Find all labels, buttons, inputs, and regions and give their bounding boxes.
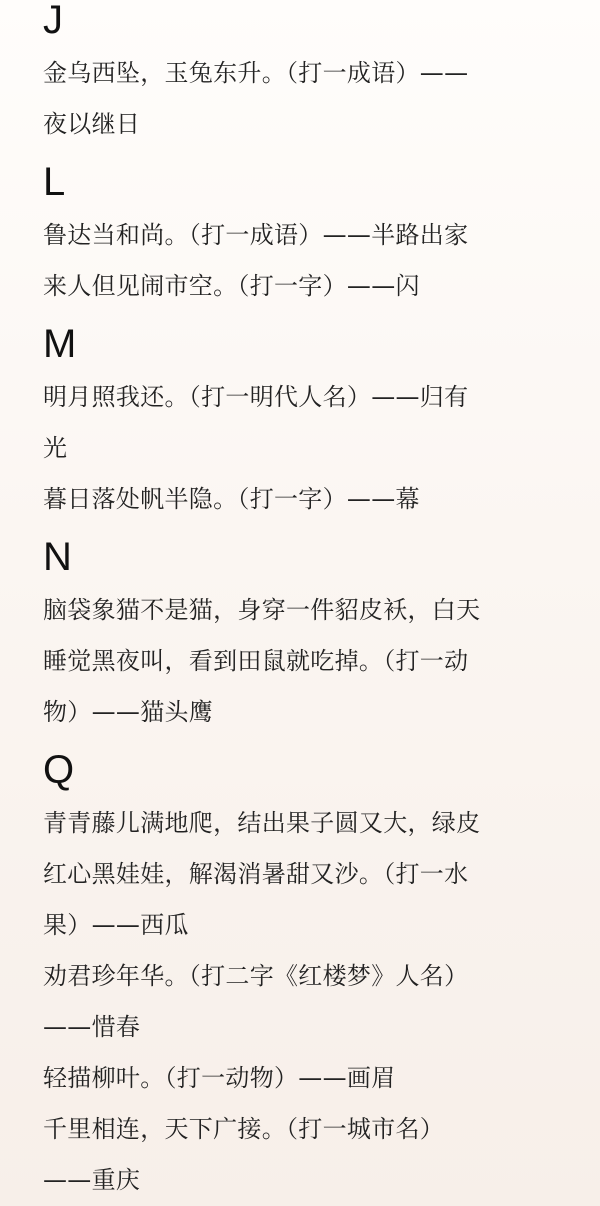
riddle-line: 脑袋象猫不是猫，身穿一件貂皮袄，白天 xyxy=(43,596,481,624)
section-letter: L xyxy=(43,160,66,204)
riddle-line: 轻描柳叶。（打一动物）——画眉 xyxy=(43,1064,396,1092)
section-n xyxy=(43,535,600,738)
section-q xyxy=(43,748,600,1206)
riddle-line: 暮日落处帆半隐。（打一字）——幕 xyxy=(43,485,420,513)
riddle-line: 睡觉黑夜叫，看到田鼠就吃掉。（打一动 xyxy=(43,647,469,675)
section-m xyxy=(43,322,600,525)
section-letter: Q xyxy=(43,748,75,792)
riddle-line: 青青藤儿满地爬，结出果子圆又大，绿皮 xyxy=(43,809,481,837)
section-letter: M xyxy=(43,322,77,366)
section-l xyxy=(43,160,600,312)
section-j xyxy=(43,0,600,150)
riddle-line: 红心黑娃娃，解渴消暑甜又沙。（打一水 xyxy=(43,860,469,888)
riddle-line: 明月照我还。（打一明代人名）——归有 xyxy=(43,383,469,411)
riddle-line: 光 xyxy=(43,434,68,462)
riddle-line: ——重庆 xyxy=(43,1166,141,1194)
riddle-line: 劝君珍年华。（打二字《红楼梦》人名） xyxy=(43,962,469,990)
riddle-line: 果）——西瓜 xyxy=(43,911,189,939)
section-letter: J xyxy=(43,0,63,42)
riddle-line: 夜以继日 xyxy=(43,110,141,138)
section-letter: N xyxy=(43,535,72,579)
riddle-line: 金乌西坠，玉兔东升。（打一成语）—— xyxy=(43,59,469,87)
riddle-line: ——惜春 xyxy=(43,1013,141,1041)
riddle-line: 鲁达当和尚。（打一成语）——半路出家 xyxy=(43,221,469,249)
riddle-line: 物）——猫头鹰 xyxy=(43,698,214,726)
riddle-line: 来人但见闹市空。（打一字）——闪 xyxy=(43,272,420,300)
riddle-line: 千里相连，天下广接。（打一城市名） xyxy=(43,1115,445,1143)
